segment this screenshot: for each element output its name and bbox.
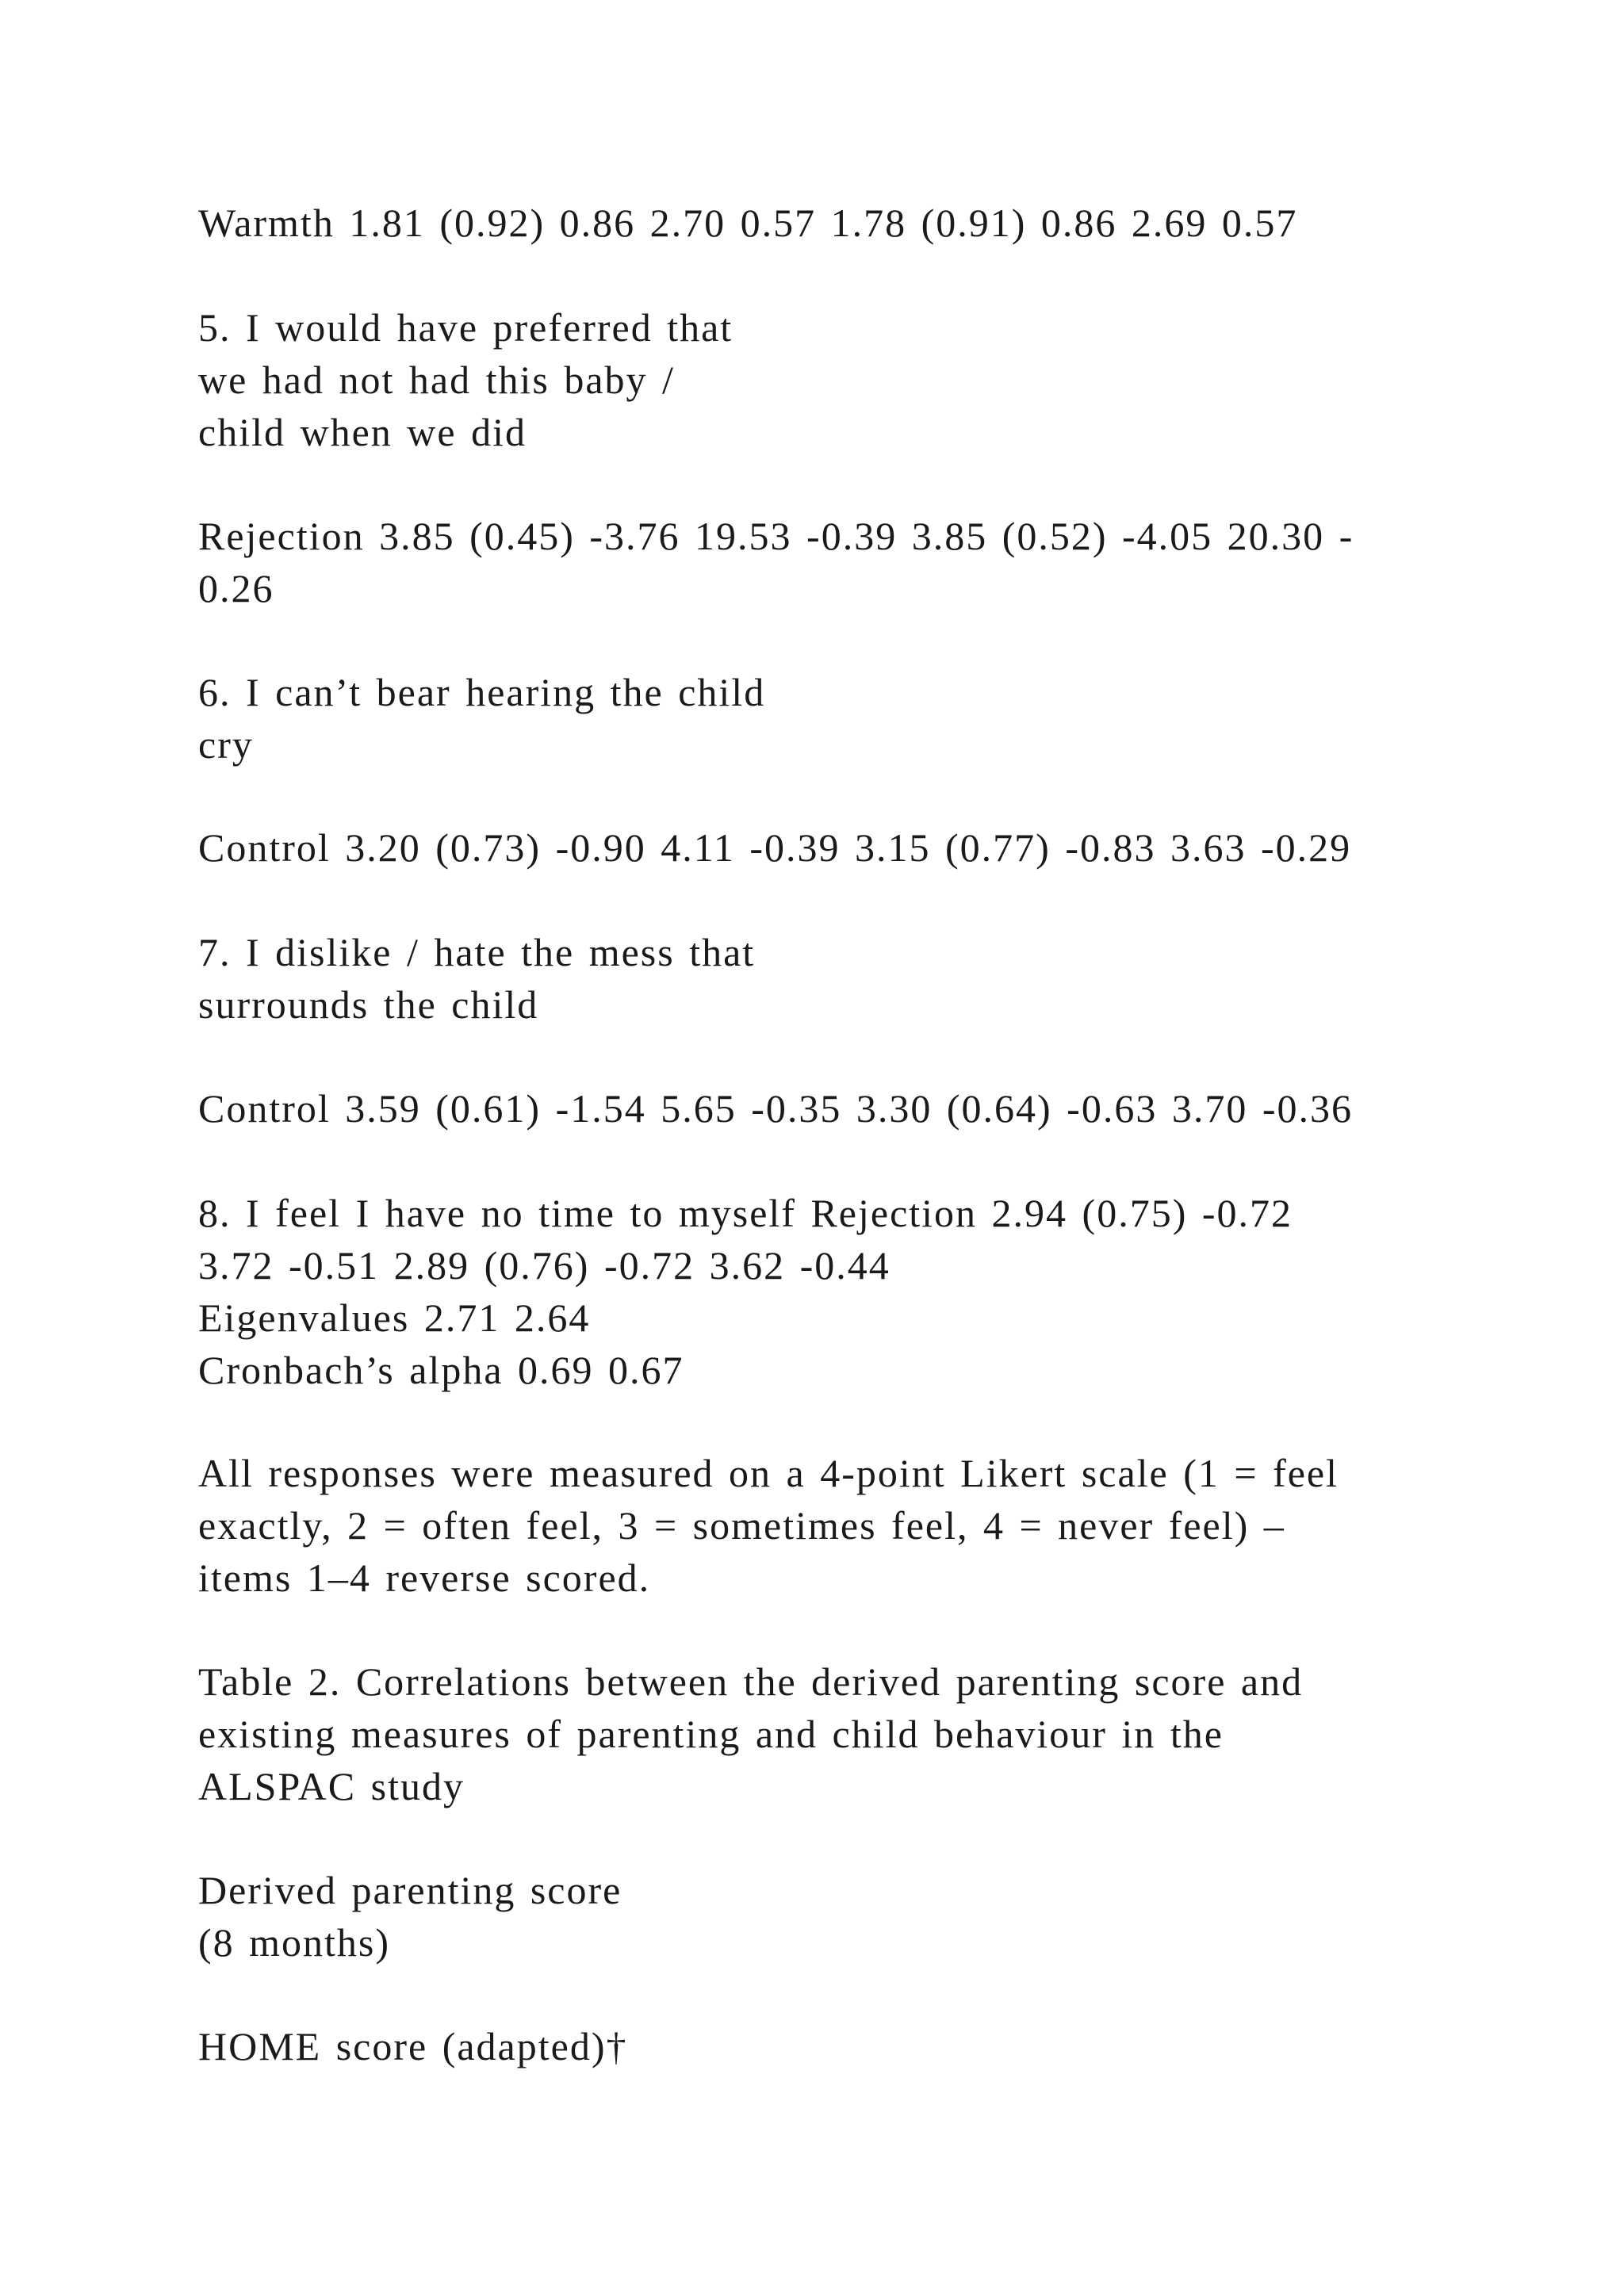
paragraph-table-2-caption [198,1655,1499,1812]
text-line: All responses were measured on a 4-point Likert scale (1 = feel [198,1451,1339,1495]
paragraph-derived-score [198,1864,1499,1969]
text-line: Cronbach’s alpha 0.69 0.67 [198,1348,684,1392]
text-line: surrounds the child [198,982,539,1027]
paragraph-likert-note [198,1447,1499,1604]
text-line: ALSPAC study [198,1764,465,1808]
text-line: 7. I dislike / hate the mess that [198,930,756,974]
paragraph-item-7 [198,926,1499,1031]
text-line: Control 3.20 (0.73) -0.90 4.11 -0.39 3.15 (0.77) -0.83 3.63 -0.29 [198,825,1352,870]
text-line: 8. I feel I have no time to myself Rejection 2.94 (0.75) -0.72 [198,1191,1293,1235]
text-line: cry [198,722,254,767]
text-line: 6. I can’t bear hearing the child [198,670,766,714]
paragraph-control-row-2 [198,1082,1499,1135]
text-line: Derived parenting score [198,1868,622,1912]
paragraph-warmth-row [198,197,1499,249]
text-line: Table 2. Correlations between the derived parenting score and [198,1659,1304,1704]
text-line: Eigenvalues 2.71 2.64 [198,1295,591,1340]
paragraph-item-8-summary [198,1187,1499,1396]
text-line: Rejection 3.85 (0.45) -3.76 19.53 -0.39 3.85 (0.52) -4.05 20.30 - [198,514,1354,558]
paragraph-rejection-row [198,510,1499,614]
text-line: child when we did [198,410,527,454]
text-line: Warmth 1.81 (0.92) 0.86 2.70 0.57 1.78 (0.91) 0.86 2.69 0.57 [198,201,1298,245]
text-line: Control 3.59 (0.61) -1.54 5.65 -0.35 3.30 (0.64) -0.63 3.70 -0.36 [198,1086,1353,1131]
text-line: (8 months) [198,1920,391,1965]
text-line: 3.72 -0.51 2.89 (0.76) -0.72 3.62 -0.44 [198,1243,891,1288]
text-line: items 1–4 reverse scored. [198,1556,651,1600]
text-line: 0.26 [198,566,274,610]
paragraph-item-6 [198,666,1499,771]
paragraph-control-row-1 [198,821,1499,874]
text-line: HOME score (adapted)† [198,2024,628,2068]
paragraph-home-score [198,2020,1499,2072]
paragraph-item-5 [198,301,1499,458]
text-line: existing measures of parenting and child behaviour in the [198,1712,1224,1756]
text-line: 5. I would have preferred that [198,305,733,350]
text-line: we had not had this baby / [198,358,675,402]
text-line: exactly, 2 = often feel, 3 = sometimes feel, 4 = never feel) – [198,1503,1285,1548]
